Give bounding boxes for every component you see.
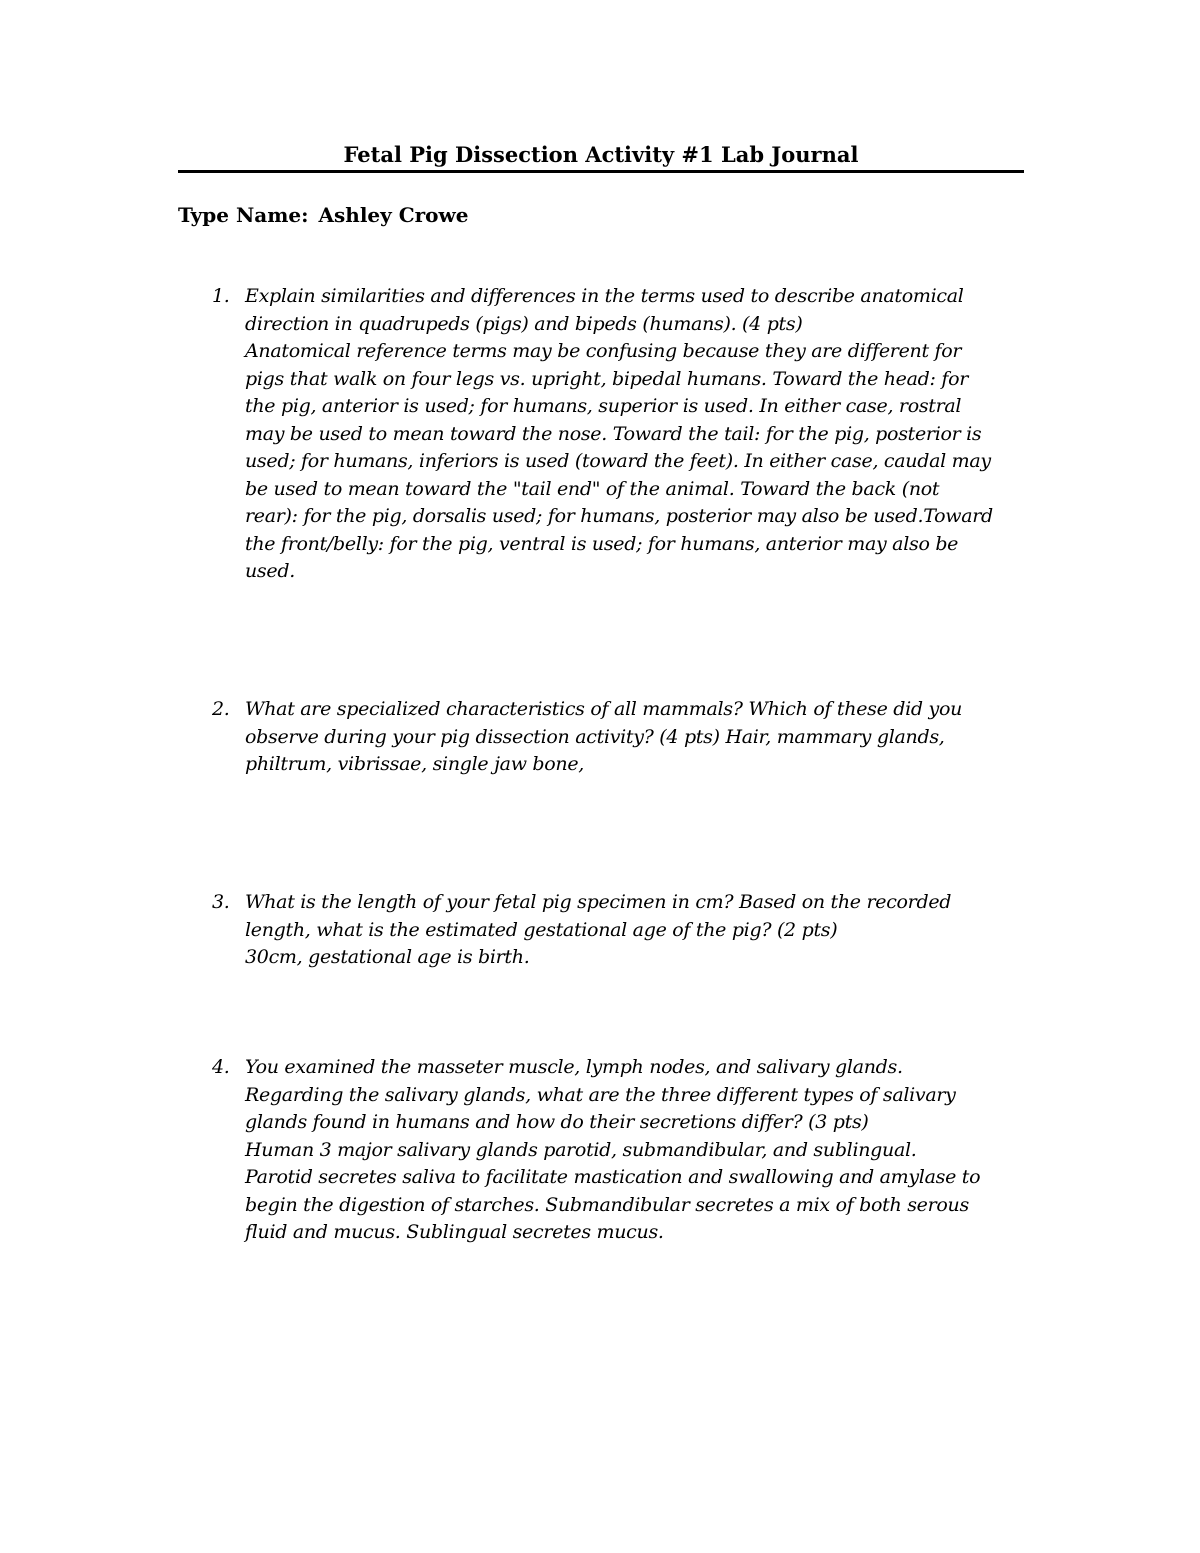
name-label: Type Name:	[178, 203, 309, 227]
text-line: direction in quadrupeds (pigs) and bipeds (humans). (4 pts)	[245, 312, 803, 335]
answer-line: begin the digestion of starches. Submandibular secretes a mix of both serous	[245, 1193, 969, 1216]
answer-line: the pig, anterior is used; for humans, superior is used. In either case, rostral	[245, 395, 962, 417]
text-line: You examined the masseter muscle, lymph nodes, and salivary glands.	[245, 1056, 903, 1078]
question-text	[245, 283, 1028, 586]
name-value: Ashley Crowe	[318, 203, 469, 227]
question-text	[245, 696, 1028, 779]
question-4	[178, 1054, 1028, 1247]
text-line: observe during your pig dissection activity? (4 pts) Hair, mammary glands,	[245, 725, 945, 748]
answer-line: pigs that walk on four legs vs. upright, bipedal humans. Toward the head: for	[245, 367, 969, 390]
answer-line: fluid and mucus. Sublingual secretes mucus.	[245, 1221, 664, 1243]
question-1	[178, 283, 1028, 586]
answer-line: used.	[245, 560, 295, 582]
answer-line: Human 3 major salivary glands parotid, submandibular, and sublingual.	[245, 1138, 917, 1161]
text-line: Regarding the salivary glands, what are the three different types of salivary	[245, 1083, 956, 1106]
answer-line: Parotid secretes saliva to facilitate mastication and swallowing and amylase to	[245, 1166, 981, 1188]
answer-line: be used to mean toward the "tail end" of the animal. Toward the back (not	[245, 477, 940, 500]
name-line	[178, 200, 468, 230]
question-3	[178, 889, 1028, 972]
answer-line: rear): for the pig, dorsalis used; for humans, posterior may also be used.Toward	[245, 505, 993, 527]
question-number: 2.	[212, 698, 230, 720]
question-number: 4.	[212, 1056, 230, 1078]
question-number: 1.	[212, 285, 230, 307]
text-line: length, what is the estimated gestational age of the pig? (2 pts)	[245, 918, 838, 941]
answer-line: the front/belly: for the pig, ventral is used; for humans, anterior may also be	[245, 532, 959, 555]
text-line: What are specialized characteristics of all mammals? Which of these did you	[245, 698, 963, 720]
text-line: What is the length of your fetal pig specimen in cm? Based on the recorded	[245, 891, 952, 913]
question-2	[178, 696, 1028, 779]
answer-line: 30cm, gestational age is birth.	[245, 946, 530, 968]
answer-line: Anatomical reference terms may be confusing because they are different for	[245, 340, 962, 362]
document-title: Fetal Pig Dissection Activity #1 Lab Journal	[343, 142, 859, 167]
question-text	[245, 1054, 1028, 1247]
text-line: Explain similarities and differences in the terms used to describe anatomical	[245, 285, 964, 307]
title-underline	[178, 170, 1024, 173]
answer-line: used; for humans, inferiors is used (toward the feet). In either case, caudal may	[245, 450, 991, 472]
answer-line: may be used to mean toward the nose. Toward the tail: for the pig, posterior is	[245, 422, 982, 445]
question-text	[245, 889, 1028, 972]
question-number: 3.	[212, 891, 230, 913]
text-line: glands found in humans and how do their secretions differ? (3 pts)	[245, 1111, 869, 1133]
answer-line: philtrum, vibrissae, single jaw bone,	[245, 753, 585, 775]
